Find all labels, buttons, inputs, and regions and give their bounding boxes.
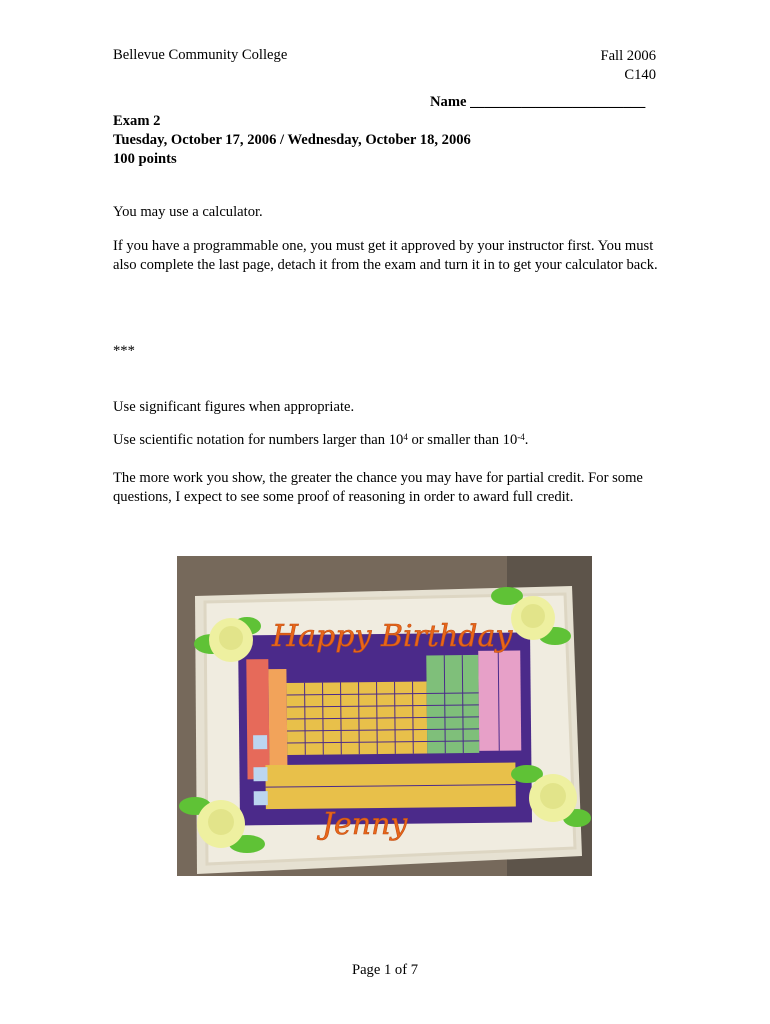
term-course <box>600 47 656 85</box>
exam-points: 100 points <box>113 151 177 167</box>
exam-heading <box>113 112 471 169</box>
cake-illustration <box>177 556 592 876</box>
cake-bottom-text: Jenny <box>322 807 408 842</box>
programmable-note: If you have a programmable one, you must get it approved by your instructor first. You must also complete the last page, detach it from the exam and turn it in to get your calculator back. <box>113 238 658 273</box>
partial-credit-note: The more work you show, the greater the chance you may have for partial credit. For some questions, I expect to see some proof of reasoning in order to award full credit. <box>113 470 643 505</box>
term: Fall 2006 <box>600 48 656 64</box>
name-field[interactable]: Name ________________________ <box>430 94 646 110</box>
exam-title: Exam 2 <box>113 113 161 129</box>
sci-notation-note: Use scientific notation for numbers larger than $10^4$ or smaller than $10^{-4}$. <box>113 432 529 448</box>
calculator-note: You may use a calculator. <box>113 204 263 220</box>
cake-top-text: Happy Birthday <box>272 619 513 654</box>
course-code: C140 <box>624 67 656 83</box>
page-number: Page 1 of 7 <box>351 962 419 978</box>
cake-photo <box>177 556 592 876</box>
separator: *** <box>113 343 135 359</box>
exam-dates: Tuesday, October 17, 2006 / Wednesday, October 18, 2006 <box>113 132 471 148</box>
sig-figs-note: Use significant figures when appropriate. <box>113 399 355 415</box>
college-name: Bellevue Community College <box>113 47 288 63</box>
